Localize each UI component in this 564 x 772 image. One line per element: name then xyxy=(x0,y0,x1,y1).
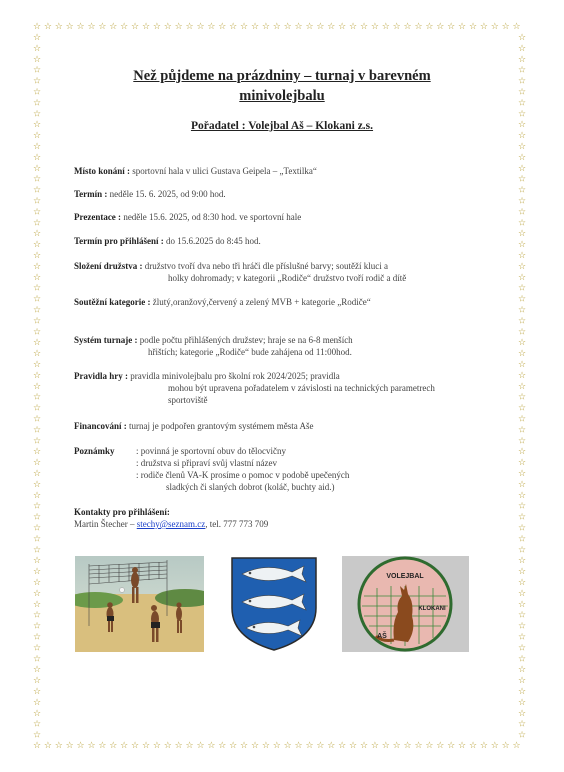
border-star: ☆ xyxy=(32,610,42,621)
border-star: ☆ xyxy=(517,240,527,251)
registration-value: do 15.6.2025 do 8:45 hod. xyxy=(166,236,261,246)
border-star: ☆ xyxy=(76,22,85,32)
border-star: ☆ xyxy=(517,174,527,185)
border-star: ☆ xyxy=(240,741,249,751)
border-star: ☆ xyxy=(517,458,527,469)
border-star: ☆ xyxy=(98,22,107,32)
border-star: ☆ xyxy=(517,567,527,578)
border-star: ☆ xyxy=(517,109,527,120)
border-star: ☆ xyxy=(517,294,527,305)
border-star: ☆ xyxy=(517,665,527,676)
border-star: ☆ xyxy=(43,22,52,32)
border-star: ☆ xyxy=(32,54,42,65)
border-star: ☆ xyxy=(517,327,527,338)
border-star: ☆ xyxy=(517,534,527,545)
border-star: ☆ xyxy=(131,741,140,751)
border-star: ☆ xyxy=(32,43,42,54)
border-star: ☆ xyxy=(163,741,172,751)
contacts-row xyxy=(74,519,268,531)
border-star: ☆ xyxy=(32,479,42,490)
border-star: ☆ xyxy=(517,414,527,425)
border-star: ☆ xyxy=(109,22,118,32)
border-star: ☆ xyxy=(32,654,42,665)
title-line-2: minivolejbalu xyxy=(239,88,325,104)
system-value-1: podle počtu přihlášených družstev; hraje se na 6-8 menších xyxy=(139,335,353,345)
border-star: ☆ xyxy=(32,327,42,338)
border-star: ☆ xyxy=(229,741,238,751)
logo-text-right: KLOKANI xyxy=(418,606,446,612)
border-star: ☆ xyxy=(517,697,527,708)
border-star: ☆ xyxy=(414,22,423,32)
border-star: ☆ xyxy=(32,708,42,719)
organizer: Pořadatel : Volejbal Aš – Klokani z.s. xyxy=(190,120,374,132)
border-star: ☆ xyxy=(517,403,527,414)
system-value-2: hřištích; kategorie „Rodiče“ bude zahájena od 11:00hod. xyxy=(148,347,352,357)
border-star: ☆ xyxy=(517,185,527,196)
team-row xyxy=(74,261,388,273)
border-star: ☆ xyxy=(517,578,527,588)
border-star: ☆ xyxy=(196,741,205,751)
border-star: ☆ xyxy=(327,22,336,32)
categories-label: Soutěžní kategorie : xyxy=(74,297,151,307)
border-star: ☆ xyxy=(32,22,42,32)
border-star: ☆ xyxy=(517,218,527,229)
border-star: ☆ xyxy=(517,65,527,76)
border-star: ☆ xyxy=(517,654,527,665)
border-star: ☆ xyxy=(32,316,42,327)
border-star: ☆ xyxy=(517,251,527,261)
border-star: ☆ xyxy=(32,403,42,414)
border-star: ☆ xyxy=(517,163,527,174)
border-star: ☆ xyxy=(109,741,118,751)
border-star: ☆ xyxy=(517,425,527,436)
border-star: ☆ xyxy=(32,687,42,697)
border-star: ☆ xyxy=(338,22,347,32)
border-star: ☆ xyxy=(32,272,42,283)
border-star: ☆ xyxy=(517,501,527,512)
border-star: ☆ xyxy=(447,22,456,32)
border-star: ☆ xyxy=(517,621,527,632)
border-star: ☆ xyxy=(425,741,434,751)
border-star: ☆ xyxy=(32,414,42,425)
border-star: ☆ xyxy=(32,436,42,447)
border-star: ☆ xyxy=(32,643,42,654)
border-star: ☆ xyxy=(32,98,42,109)
border-star: ☆ xyxy=(207,22,216,32)
border-star: ☆ xyxy=(414,741,423,751)
border-star: ☆ xyxy=(32,719,42,730)
border-star: ☆ xyxy=(305,22,314,32)
border-star: ☆ xyxy=(32,229,42,240)
border-star: ☆ xyxy=(65,741,74,751)
border-star: ☆ xyxy=(517,152,527,163)
notes-item-3: : rodiče členů VA-K prosíme o pomoc v podobě upečených xyxy=(136,470,350,480)
venue-value: sportovní hala v ulici Gustava Geipela – „Textilka“ xyxy=(132,166,317,176)
border-star: ☆ xyxy=(359,22,369,32)
border-star: ☆ xyxy=(392,22,401,32)
notes-item-2: : družstva si připraví svůj vlastní název xyxy=(136,458,277,468)
border-star: ☆ xyxy=(43,741,52,751)
border-star: ☆ xyxy=(517,120,527,131)
border-star: ☆ xyxy=(517,599,527,610)
border-star: ☆ xyxy=(131,22,140,32)
border-star: ☆ xyxy=(32,578,42,588)
border-star: ☆ xyxy=(32,152,42,163)
registration-label: Termín pro přihlášení : xyxy=(74,236,164,246)
border-star: ☆ xyxy=(32,588,42,599)
border-star: ☆ xyxy=(32,294,42,305)
categories-value: žlutý,oranžový,červený a zelený MVB + kategorie „Rodiče“ xyxy=(152,297,371,307)
contact-email-link[interactable]: stechy@seznam.cz xyxy=(136,519,206,529)
rules-label: Pravidla hry : xyxy=(74,371,128,381)
border-star: ☆ xyxy=(479,22,488,32)
border-star: ☆ xyxy=(32,425,42,436)
border-star: ☆ xyxy=(517,272,527,283)
border-star: ☆ xyxy=(87,741,96,751)
finance-row xyxy=(74,421,313,433)
border-star: ☆ xyxy=(32,196,42,207)
border-star: ☆ xyxy=(141,22,151,32)
border-star: ☆ xyxy=(32,730,42,741)
date-label: Termín : xyxy=(74,189,108,199)
border-star: ☆ xyxy=(359,741,369,751)
border-star: ☆ xyxy=(272,22,281,32)
border-star: ☆ xyxy=(218,22,227,32)
border-star: ☆ xyxy=(261,741,270,751)
border-star: ☆ xyxy=(490,741,499,751)
border-star: ☆ xyxy=(32,240,42,251)
border-star: ☆ xyxy=(185,22,194,32)
system-row xyxy=(74,335,353,347)
border-star: ☆ xyxy=(305,741,314,751)
border-star: ☆ xyxy=(32,174,42,185)
presentation-value: neděle 15.6. 2025, od 8:30 hod. ve sportovní hale xyxy=(123,212,302,222)
border-star: ☆ xyxy=(517,643,527,654)
border-star: ☆ xyxy=(32,490,42,501)
border-star: ☆ xyxy=(207,741,216,751)
border-star: ☆ xyxy=(32,556,42,567)
border-star: ☆ xyxy=(87,22,96,32)
border-star: ☆ xyxy=(517,469,527,479)
notes-item-1: : povinná je sportovní obuv do tělocvičny xyxy=(136,446,286,456)
border-star: ☆ xyxy=(517,207,527,218)
presentation-label: Prezentace : xyxy=(74,212,122,222)
border-star: ☆ xyxy=(98,741,107,751)
border-star: ☆ xyxy=(517,33,527,43)
border-star: ☆ xyxy=(174,22,183,32)
notes-label: Poznámky xyxy=(74,446,115,456)
border-star: ☆ xyxy=(517,545,527,556)
rules-value-1: pravidla minivolejbalu pro školní rok 2024/2025; pravidla xyxy=(130,371,340,381)
notes-label-row xyxy=(74,446,115,458)
border-star: ☆ xyxy=(517,436,527,447)
border-star: ☆ xyxy=(32,283,42,294)
border-star: ☆ xyxy=(517,305,527,316)
border-star: ☆ xyxy=(517,131,527,142)
border-star: ☆ xyxy=(229,22,238,32)
border-star: ☆ xyxy=(381,741,390,751)
border-star: ☆ xyxy=(501,22,510,32)
border-star: ☆ xyxy=(517,588,527,599)
logo-text-top: VOLEJBAL xyxy=(386,573,424,580)
presentation-row xyxy=(74,212,301,224)
border-star: ☆ xyxy=(218,741,227,751)
border-star: ☆ xyxy=(32,512,42,523)
border-star: ☆ xyxy=(479,741,488,751)
border-star: ☆ xyxy=(349,741,358,751)
border-star: ☆ xyxy=(54,741,63,751)
team-value-2: holky dohromady; v kategorii „Rodiče“ družstvo tvoří rodič a dítě xyxy=(168,273,407,283)
page-title xyxy=(60,66,504,106)
border-star: ☆ xyxy=(141,741,151,751)
border-star: ☆ xyxy=(32,676,42,687)
border-star: ☆ xyxy=(517,490,527,501)
border-star: ☆ xyxy=(32,218,42,229)
system-label: Systém turnaje : xyxy=(74,335,138,345)
border-star: ☆ xyxy=(517,43,527,54)
border-star: ☆ xyxy=(517,349,527,360)
border-star: ☆ xyxy=(152,22,161,32)
border-star: ☆ xyxy=(32,567,42,578)
border-star: ☆ xyxy=(517,142,527,152)
border-star: ☆ xyxy=(517,360,527,370)
border-star: ☆ xyxy=(32,545,42,556)
club-logo xyxy=(342,556,469,652)
border-star: ☆ xyxy=(517,719,527,730)
border-star: ☆ xyxy=(517,392,527,403)
border-star: ☆ xyxy=(517,687,527,697)
border-star: ☆ xyxy=(32,142,42,152)
border-star: ☆ xyxy=(517,283,527,294)
border-star: ☆ xyxy=(32,447,42,458)
border-star: ☆ xyxy=(338,741,347,751)
border-star: ☆ xyxy=(370,22,379,32)
date-row xyxy=(74,189,226,201)
border-star: ☆ xyxy=(517,98,527,109)
border-star: ☆ xyxy=(392,741,401,751)
border-star: ☆ xyxy=(32,338,42,349)
border-star: ☆ xyxy=(32,501,42,512)
border-star: ☆ xyxy=(403,741,412,751)
border-star: ☆ xyxy=(349,22,358,32)
border-star: ☆ xyxy=(65,22,74,32)
border-star: ☆ xyxy=(32,261,42,272)
contacts-label: Kontakty pro přihlášení: xyxy=(74,507,170,517)
border-star: ☆ xyxy=(32,697,42,708)
contacts-label-row xyxy=(74,507,170,519)
border-star: ☆ xyxy=(32,185,42,196)
border-star: ☆ xyxy=(517,87,527,98)
border-star: ☆ xyxy=(32,109,42,120)
border-star: ☆ xyxy=(261,22,270,32)
border-star: ☆ xyxy=(517,479,527,490)
border-star: ☆ xyxy=(517,316,527,327)
logo-text-bottom: AŠ xyxy=(377,633,387,640)
border-star: ☆ xyxy=(316,741,325,751)
border-star: ☆ xyxy=(517,381,527,392)
border-star: ☆ xyxy=(517,229,527,240)
border-star: ☆ xyxy=(32,632,42,643)
finance-label: Financování : xyxy=(74,421,127,431)
border-star: ☆ xyxy=(501,741,510,751)
border-star: ☆ xyxy=(517,370,527,381)
border-star: ☆ xyxy=(517,610,527,621)
border-star: ☆ xyxy=(517,447,527,458)
border-star: ☆ xyxy=(32,392,42,403)
border-star: ☆ xyxy=(517,676,527,687)
border-star: ☆ xyxy=(316,22,325,32)
border-star: ☆ xyxy=(32,120,42,131)
team-value-1: družstvo tvoří dva nebo tři hráči dle příslušné barvy; soutěží kluci a xyxy=(144,261,388,271)
border-star: ☆ xyxy=(32,621,42,632)
border-star: ☆ xyxy=(32,349,42,360)
registration-row xyxy=(74,236,261,248)
border-star: ☆ xyxy=(436,741,445,751)
border-star: ☆ xyxy=(468,741,478,751)
border-star: ☆ xyxy=(32,163,42,174)
border-star: ☆ xyxy=(240,22,249,32)
border-star: ☆ xyxy=(250,22,260,32)
border-star: ☆ xyxy=(517,261,527,272)
venue-label: Místo konání : xyxy=(74,166,131,176)
rules-value-3: sportoviště xyxy=(168,395,208,405)
border-star: ☆ xyxy=(436,22,445,32)
rules-value-2: mohou být upravena pořadatelem v závislosti na technických parametrech xyxy=(168,383,435,393)
border-star: ☆ xyxy=(32,381,42,392)
finance-value: turnaj je podpořen grantovým systémem města Aše xyxy=(129,421,314,431)
border-star: ☆ xyxy=(32,534,42,545)
town-coat-of-arms xyxy=(228,556,320,652)
border-star: ☆ xyxy=(32,665,42,676)
rules-row xyxy=(74,371,340,383)
border-star: ☆ xyxy=(490,22,499,32)
border-star: ☆ xyxy=(32,87,42,98)
border-star: ☆ xyxy=(152,741,161,751)
border-star: ☆ xyxy=(32,469,42,479)
volleyball-photo xyxy=(75,556,204,652)
team-label: Složení družstva : xyxy=(74,261,143,271)
border-star: ☆ xyxy=(32,131,42,142)
border-star: ☆ xyxy=(32,207,42,218)
title-line-1: Než půjdeme na prázdniny – turnaj v barevném xyxy=(133,68,431,84)
border-star: ☆ xyxy=(517,730,527,741)
border-star: ☆ xyxy=(32,458,42,469)
border-star: ☆ xyxy=(32,360,42,370)
border-star: ☆ xyxy=(294,741,303,751)
border-star: ☆ xyxy=(32,76,42,87)
border-star: ☆ xyxy=(517,632,527,643)
border-star: ☆ xyxy=(32,741,42,751)
border-star: ☆ xyxy=(517,523,527,534)
border-star: ☆ xyxy=(76,741,85,751)
border-star: ☆ xyxy=(447,741,456,751)
border-star: ☆ xyxy=(512,22,521,32)
border-star: ☆ xyxy=(517,338,527,349)
venue-row xyxy=(74,166,317,178)
border-star: ☆ xyxy=(174,741,183,751)
border-star: ☆ xyxy=(163,22,172,32)
border-star: ☆ xyxy=(512,741,521,751)
border-star: ☆ xyxy=(517,76,527,87)
border-star: ☆ xyxy=(54,22,63,32)
border-star: ☆ xyxy=(32,251,42,261)
border-star: ☆ xyxy=(196,22,205,32)
border-star: ☆ xyxy=(120,22,129,32)
border-star: ☆ xyxy=(283,22,292,32)
border-star: ☆ xyxy=(185,741,194,751)
border-star: ☆ xyxy=(425,22,434,32)
border-star: ☆ xyxy=(32,523,42,534)
border-star: ☆ xyxy=(250,741,260,751)
border-star: ☆ xyxy=(32,65,42,76)
border-star: ☆ xyxy=(403,22,412,32)
contact-name: Martin Štecher – xyxy=(74,519,137,529)
border-star: ☆ xyxy=(517,54,527,65)
border-star: ☆ xyxy=(294,22,303,32)
notes-item-3b: sladkých či slaných dobrot (koláč, buchty aid.) xyxy=(166,482,335,492)
border-star: ☆ xyxy=(517,196,527,207)
border-star: ☆ xyxy=(32,370,42,381)
border-star: ☆ xyxy=(468,22,478,32)
border-star: ☆ xyxy=(370,741,379,751)
border-star: ☆ xyxy=(458,22,467,32)
categories-row xyxy=(74,297,371,309)
border-star: ☆ xyxy=(517,708,527,719)
border-star: ☆ xyxy=(120,741,129,751)
contact-phone: , tel. 777 773 709 xyxy=(205,519,269,529)
date-value: neděle 15. 6. 2025, od 9:00 hod. xyxy=(109,189,226,199)
border-star: ☆ xyxy=(32,33,42,43)
border-star: ☆ xyxy=(32,305,42,316)
border-star: ☆ xyxy=(272,741,281,751)
border-star: ☆ xyxy=(32,599,42,610)
border-star: ☆ xyxy=(458,741,467,751)
border-star: ☆ xyxy=(283,741,292,751)
border-star: ☆ xyxy=(327,741,336,751)
border-star: ☆ xyxy=(381,22,390,32)
border-star: ☆ xyxy=(517,556,527,567)
border-star: ☆ xyxy=(517,512,527,523)
